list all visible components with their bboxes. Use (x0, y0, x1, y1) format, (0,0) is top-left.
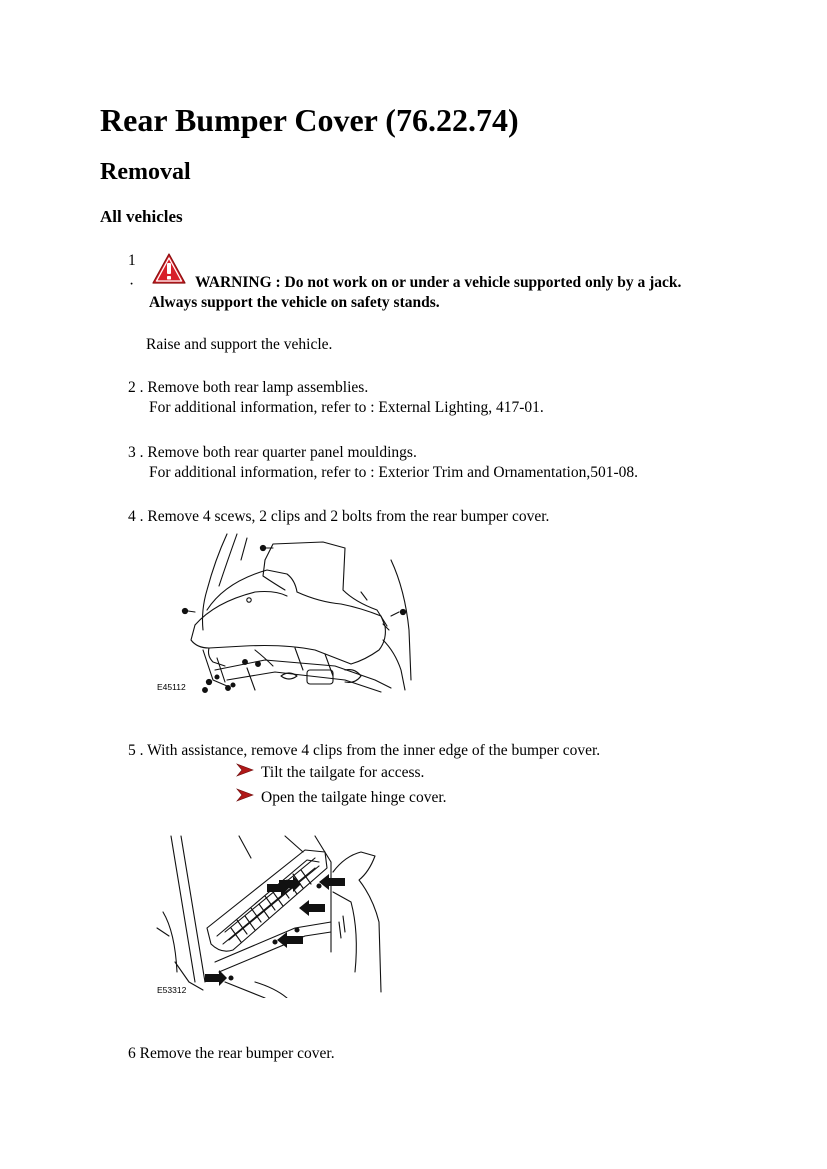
subsection-heading: All vehicles (100, 207, 183, 226)
step-3-heading: 3 . Remove both rear quarter panel mouldings. (128, 444, 417, 461)
bumper-fasteners-illustration (155, 530, 413, 694)
bullet-item: Open the tailgate hinge cover. (261, 789, 447, 806)
step-5-heading: 5 . With assistance, remove 4 clips from the inner edge of the bumper cover. (128, 742, 601, 759)
bullet-arrow-icon (236, 763, 254, 777)
section-heading: Removal (100, 159, 191, 185)
step-1-number: 1 (128, 252, 136, 269)
figure-2-label: E53312 (157, 985, 187, 995)
step-2-heading: 2 . Remove both rear lamp assemblies. (128, 379, 369, 396)
warning-text-line-2: Always support the vehicle on safety stands. (149, 294, 440, 311)
step-3-reference: For additional information, refer to : Exterior Trim and Ornamentation,501-08. (149, 464, 639, 481)
tailgate-clips-illustration (155, 832, 387, 998)
step-2-reference: For additional information, refer to : External Lighting, 417-01. (149, 399, 544, 416)
step-6-heading: 6 Remove the rear bumper cover. (128, 1045, 335, 1062)
warning-triangle-icon (151, 252, 187, 286)
bullet-arrow-icon (236, 788, 254, 802)
page-title: Rear Bumper Cover (76.22.74) (100, 102, 519, 138)
warning-text-line-1: WARNING : Do not work on or under a vehicle supported only by a jack. (195, 274, 682, 291)
step-4-heading: 4 . Remove 4 scews, 2 clips and 2 bolts from the rear bumper cover. (128, 508, 550, 525)
bullet-item: Tilt the tailgate for access. (261, 764, 425, 781)
step-1-separator: · (129, 276, 135, 293)
figure-1-label: E45112 (157, 682, 186, 692)
step-1-text: Raise and support the vehicle. (146, 336, 333, 353)
